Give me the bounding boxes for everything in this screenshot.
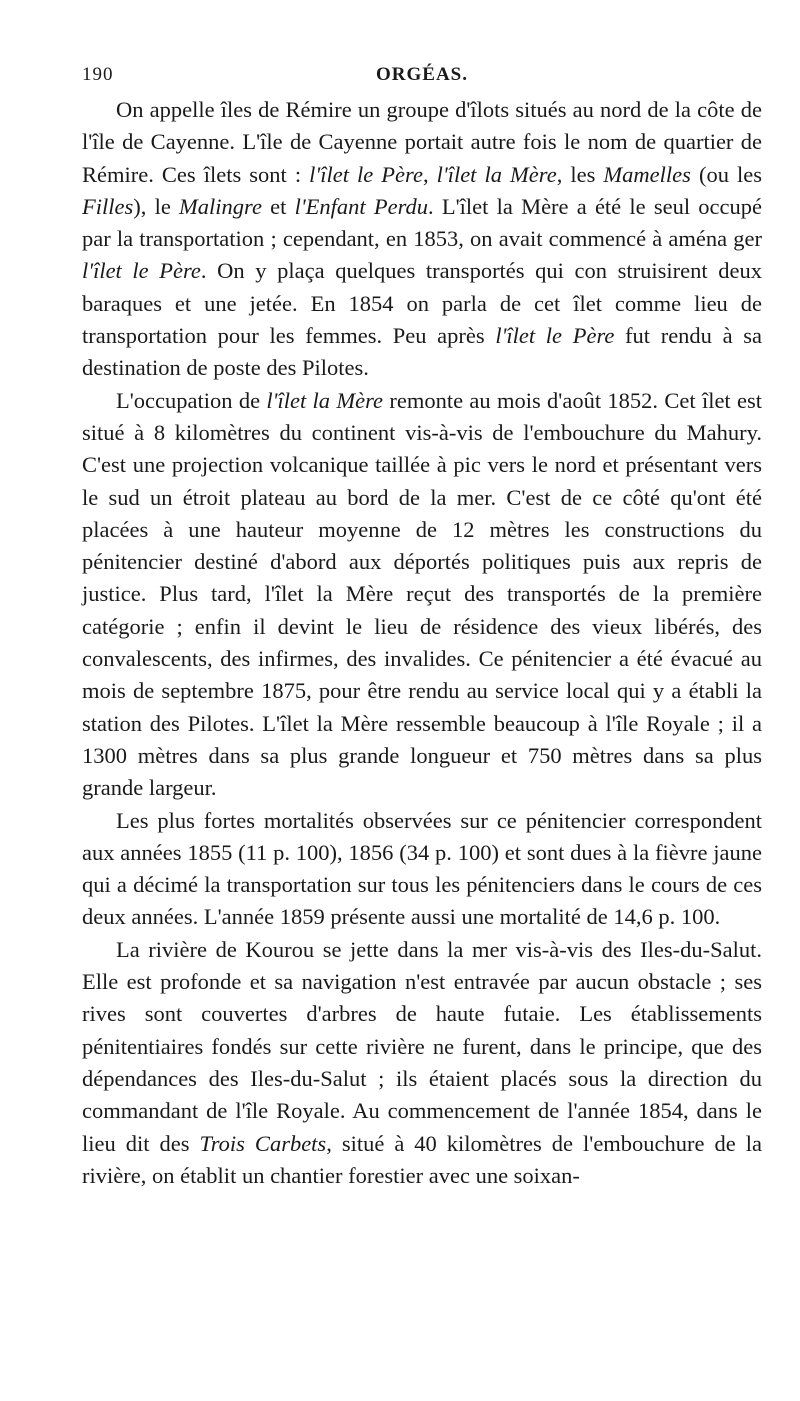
italic-text: l'îlet le Père	[309, 161, 423, 187]
running-title: ORGÉAS.	[376, 64, 468, 85]
book-page	[82, 58, 762, 1192]
text-run: fut rendu à sa destination de poste des Pilotes.	[82, 323, 763, 381]
text-run: , les	[556, 161, 604, 187]
italic-text: l'Enfant Perdu	[294, 193, 429, 219]
paragraph-3	[82, 805, 762, 934]
text-run: On appelle îles de Rémire un groupe d'îlots situés au nord de la côte de l'île de Cayenne. L'île de Cayenne portait autre fois le nom de quartier de Rémire. Ces îlets sont :	[82, 97, 762, 187]
paragraph-2	[82, 385, 762, 805]
text-run: , situé à 40 kilomètres de l'embouchure de la rivière, on établit un chantier forestier avec une soixan-	[82, 1130, 762, 1188]
body-text	[82, 94, 762, 1192]
italic-text: l'îlet le Père	[82, 258, 201, 284]
text-run: (ou les	[690, 161, 763, 187]
italic-text: l'îlet la Mère	[266, 387, 384, 413]
italic-text: Malingre	[179, 193, 262, 219]
text-run: remonte au mois d'août 1852. Cet îlet est situé à 8 kilomètres du continent vis-à-vis de l'embouchure du Mahury. C'est une projection volcanique taillée à pic vers le nord et présentant vers le sud un étroit plateau au bord de la mer. C'est de ce côté qu'ont été placées à une hauteur moyenne de 12 mètres les constructions du pénitencier destiné d'abord aux déportés politiques puis aux repris de justice. Plus tard, l'îlet la Mère reçut des transportés de la première catégorie ; enfin il devint le lieu de résidence des vieux libérés, des convalescents, des infirmes, des invalides. Ce pénitencier a été évacué au mois de septembre 1875, pour être rendu au service local qui y a établi la station des Pilotes. L'îlet la Mère ressemble beaucoup à l'île Royale ; il a 1300 mètres dans sa plus grande longueur et 750 mètres dans sa plus grande largeur.	[82, 387, 762, 801]
text-run: ,	[422, 161, 437, 187]
text-run: La rivière de Kourou se jette dans la mer vis-à-vis des Iles-du-Salut. Elle est profonde et sa navigation n'est entravée par aucun obstacle ; ses rives sont couvertes d'arbres de haute futaie. Les établissements pénitentiaires fondés sur cette rivière ne furent, dans le principe, que des dépendances des Iles-du-Salut ; ils étaient placés sous la direction du commandant de l'île Royale. Au commencement de l'année 1854, dans le lieu dit des	[82, 936, 762, 1156]
paragraph-1	[82, 94, 762, 385]
text-run: . L'îlet la Mère a été le seul occupé par la transportation ; cependant, en 1853, on avait commencé à aména ger	[82, 193, 762, 252]
text-run: ), le	[133, 193, 180, 219]
text-run: . On y plaça quelques transportés qui con struisirent deux baraques et une jetée. En 1854 on parla de cet îlet comme lieu de transportation pour les femmes. Peu après	[82, 258, 762, 349]
page-number: 190	[82, 64, 114, 85]
italic-text: Filles	[82, 193, 134, 219]
italic-text: Trois Carbets	[199, 1130, 327, 1156]
italic-text: l'îlet le Père	[495, 323, 615, 349]
text-run: Les plus fortes mortalités observées sur ce pénitencier correspondent aux années 1855 (11 p. 100), 1856 (34 p. 100) et sont dues à la fièvre jaune qui a décimé la transportation sur tous les pénitenciers dans le cours de ces deux années. L'année 1859 présente aussi une mortalité de 14,6 p. 100.	[82, 807, 762, 930]
italic-text: l'îlet la Mère	[436, 161, 557, 187]
paragraph-4	[82, 934, 762, 1192]
text-run: L'occupation de	[116, 387, 267, 413]
italic-text: Mamelles	[603, 161, 691, 187]
running-head	[82, 58, 762, 88]
text-run: et	[261, 193, 295, 219]
